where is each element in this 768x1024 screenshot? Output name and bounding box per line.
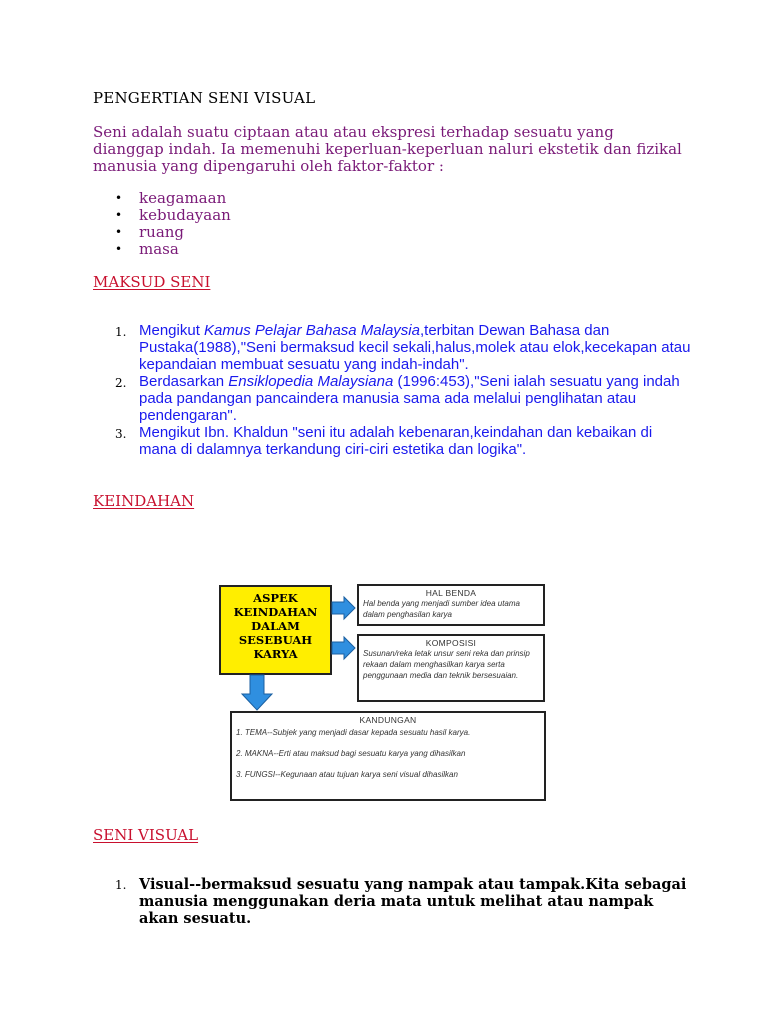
list-item: • kebudayaan (93, 207, 231, 224)
main-concept-line: KARYA (253, 647, 298, 661)
list-number: 2. (115, 376, 127, 390)
heading-seni-visual: SENI VISUAL (93, 826, 199, 844)
list-number: 1. (115, 325, 127, 339)
list-text: Mengikut (139, 322, 205, 339)
maksud-list (93, 322, 693, 458)
arrow-right-icon (332, 637, 355, 659)
list-item (93, 424, 693, 458)
list-text: Mengikut Ibn. Khaldun "seni itu adalah kebenaran,keindahan dan kebaikan di mana di dalamnya terkandung ciri-ciri estetika dan logika". (139, 424, 653, 458)
box-title: KOMPOSISI (425, 638, 477, 648)
page-title: PENGERTIAN SENI VISUAL (93, 89, 316, 107)
list-item: • keagamaan (93, 190, 231, 207)
list-number: 3. (115, 427, 127, 441)
arrow-down-icon (242, 675, 272, 710)
visual-list (93, 876, 693, 927)
intro-paragraph: Seni adalah suatu ciptaan atau atau ekspresi terhadap sesuatu yang dianggap indah. Ia memenuhi keperluan-keperluan naluri ekstetik dan fizikal manusia yang dipengaruhi oleh faktor-faktor : (93, 123, 682, 175)
main-concept-line: SESEBUAH (238, 633, 313, 647)
list-item (93, 322, 693, 373)
box-title: KANDUNGAN (359, 715, 417, 725)
main-concept-line: ASPEK (253, 591, 298, 605)
box-text: Hal benda yang menjadi sumber idea utama dalam penghasilan karya (363, 599, 520, 619)
list-item: • ruang (93, 224, 231, 241)
box-title: HAL BENDA (425, 588, 477, 598)
box-text: 3. FUNGSI--Kegunaan atau tujuan karya seni visual dihasilkan (236, 770, 458, 779)
book-title: Ensiklopedia Malaysiana (228, 373, 394, 390)
list-text: (1996:453),"Seni ialah sesuatu yang indah pada pandangan pancaindera manusia sama ada melalui penglihatan atau pendengaran". (139, 373, 680, 424)
book-title: Kamus Pelajar Bahasa Malaysia (204, 322, 420, 339)
arrow-right-icon (332, 597, 355, 619)
box-text: 1. TEMA--Subjek yang menjadi dasar kepada sesuatu hasil karya. (236, 728, 471, 737)
box-text: 2. MAKNA--Erti atau maksud bagi sesuatu karya yang dihasilkan (236, 749, 466, 758)
list-item (93, 876, 693, 927)
kandungan-box (230, 711, 546, 801)
list-text: ,terbitan Dewan Bahasa dan Pustaka(1988),"Seni bermaksud kecil sekali,halus,molek atau elok,kecekapan atau kepandaian membuat sesuatu yang indah-indah". (139, 322, 691, 373)
main-concept-line: KEINDAHAN (233, 605, 318, 619)
list-number: 1. (115, 878, 127, 892)
hal-benda-box (357, 584, 545, 626)
list-item: • masa (93, 241, 231, 258)
main-concept-line: DALAM (251, 619, 300, 633)
factor-list (93, 190, 231, 258)
heading-keindahan: KEINDAHAN (93, 492, 195, 510)
list-text: Berdasarkan (139, 373, 229, 390)
aspek-keindahan-diagram (210, 578, 550, 804)
heading-maksud-seni: MAKSUD SENI (93, 273, 211, 291)
list-text: Visual--bermaksud sesuatu yang nampak atau tampak.Kita sebagai manusia menggunakan deria mata untuk melihat atau nampak akan sesuatu. (139, 876, 687, 927)
komposisi-box (357, 634, 545, 702)
box-text: Susunan/reka letak unsur seni reka dan prinsip rekaan dalam menghasilkan karya serta penggunaan media dan teknik bersesuaian. (363, 649, 530, 680)
list-item (93, 373, 693, 424)
